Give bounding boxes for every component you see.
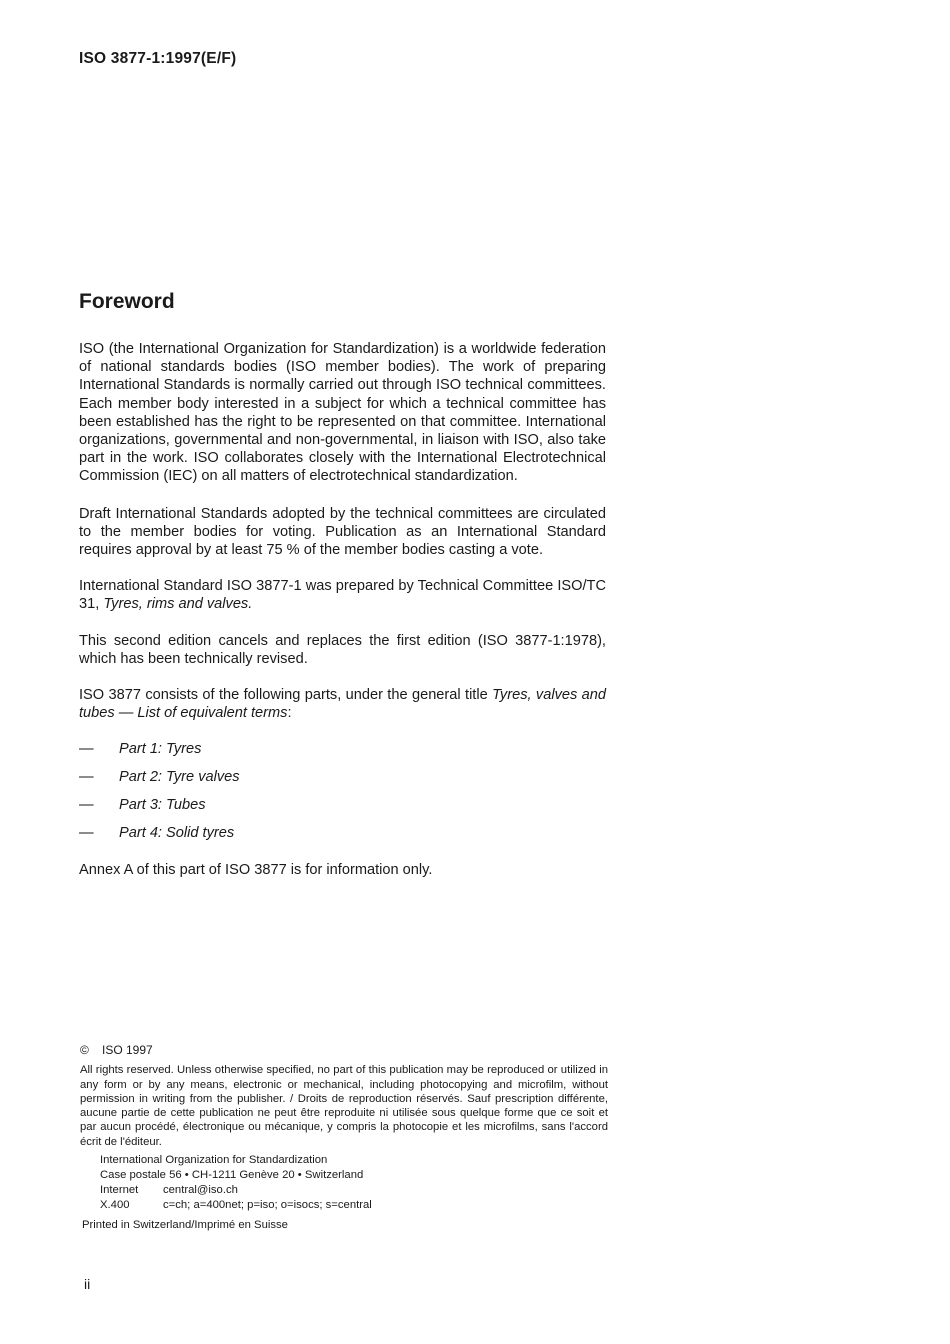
paragraph-5-end: : [287,705,292,722]
copyright-year: ISO 1997 [102,1043,153,1057]
postal-address: Case postale 56 • CH-1211 Genève 20 • Switzerland [100,1169,364,1182]
general-title: Tyres, valves and tubes — List of equivalent terms [79,687,606,722]
part-label: Part 3: Tubes [119,797,206,814]
list-item [79,824,606,842]
paragraph-5-text: ISO 3877 consists of the following parts, under the general title [79,687,493,704]
part-label: Part 4: Solid tyres [119,825,235,842]
document-id: ISO 3877-1:1997(E/F) [79,50,237,67]
part-label: Part 1: Tyres [119,741,202,758]
x400-row [100,1198,608,1213]
list-dash: — [79,825,94,842]
foreword-paragraph-1: ISO (the International Organization for Standardization) is a worldwide federation of national standards bodies (ISO member bodies). The work of preparing International Standards is normally carried out through ISO technical committees. Each member body interested in a subject for which a technical committee has been established has the right to be represented on that committee. International organizations, governmental and non-governmental, in liaison with ISO, also take part in the work. ISO collaborates closely with the International Electrotechnical Commission (IEC) on all matters of electrotechnical standardization. [79,341,606,485]
list-item [79,768,606,786]
foreword-title: Foreword [79,290,175,313]
x400-label: X.400 [100,1199,130,1212]
internet-row [100,1183,608,1198]
foreword-paragraph-4: This second edition cancels and replaces the first edition (ISO 3877-1:1978), which has been technically revised. [79,632,606,667]
internet-label: Internet [100,1184,139,1197]
foreword-paragraph-3 [79,577,606,613]
publisher-address [100,1153,608,1213]
paragraph-3-text: International Standard ISO 3877-1 was prepared by Technical Committee ISO/TC 31, [79,578,606,613]
foreword-paragraph-5 [79,686,606,722]
list-item [79,796,606,814]
list-item [79,740,606,758]
page-number: ii [84,1276,91,1292]
rights-statement: All rights reserved. Unless otherwise specified, no part of this publication may be reproduced or utilized in any form or by any means, electronic or mechanical, including photocopying and microfilm, without permission in writing from the publisher. / Droits de reproduction réservés. Sauf prescription différente, aucune partie de cette publication ne peut être reproduite ni utilisée sous quelque forme que ce soit et par aucun procédé, électronique ou mécanique, y compris la photocopie et les microfilms, sans l'accord écrit de l'éditeur. [80,1064,608,1148]
x400-address: c=ch; a=400net; p=iso; o=isocs; s=central [163,1199,372,1212]
annex-note: Annex A of this part of ISO 3877 is for information only. [79,862,433,879]
copyright-line [80,1043,608,1057]
parts-list [79,740,606,842]
list-dash: — [79,769,94,786]
foreword-paragraph-2: Draft International Standards adopted by the technical committees are circulated to the member bodies for voting. Publication as an International Standard requires approval by at least 75 % of the member bodies casting a vote. [79,505,606,559]
list-dash: — [79,741,94,758]
list-dash: — [79,797,94,814]
publisher-name: International Organization for Standardization [100,1154,328,1167]
printed-notice: Printed in Switzerland/Imprimé en Suisse [82,1219,288,1232]
copyright-symbol: © [80,1043,89,1057]
foreword-body [79,340,606,898]
internet-address: central@iso.ch [163,1184,238,1197]
part-label: Part 2: Tyre valves [119,769,240,786]
copyright-block [80,1043,608,1232]
committee-title: Tyres, rims and valves. [103,596,253,613]
